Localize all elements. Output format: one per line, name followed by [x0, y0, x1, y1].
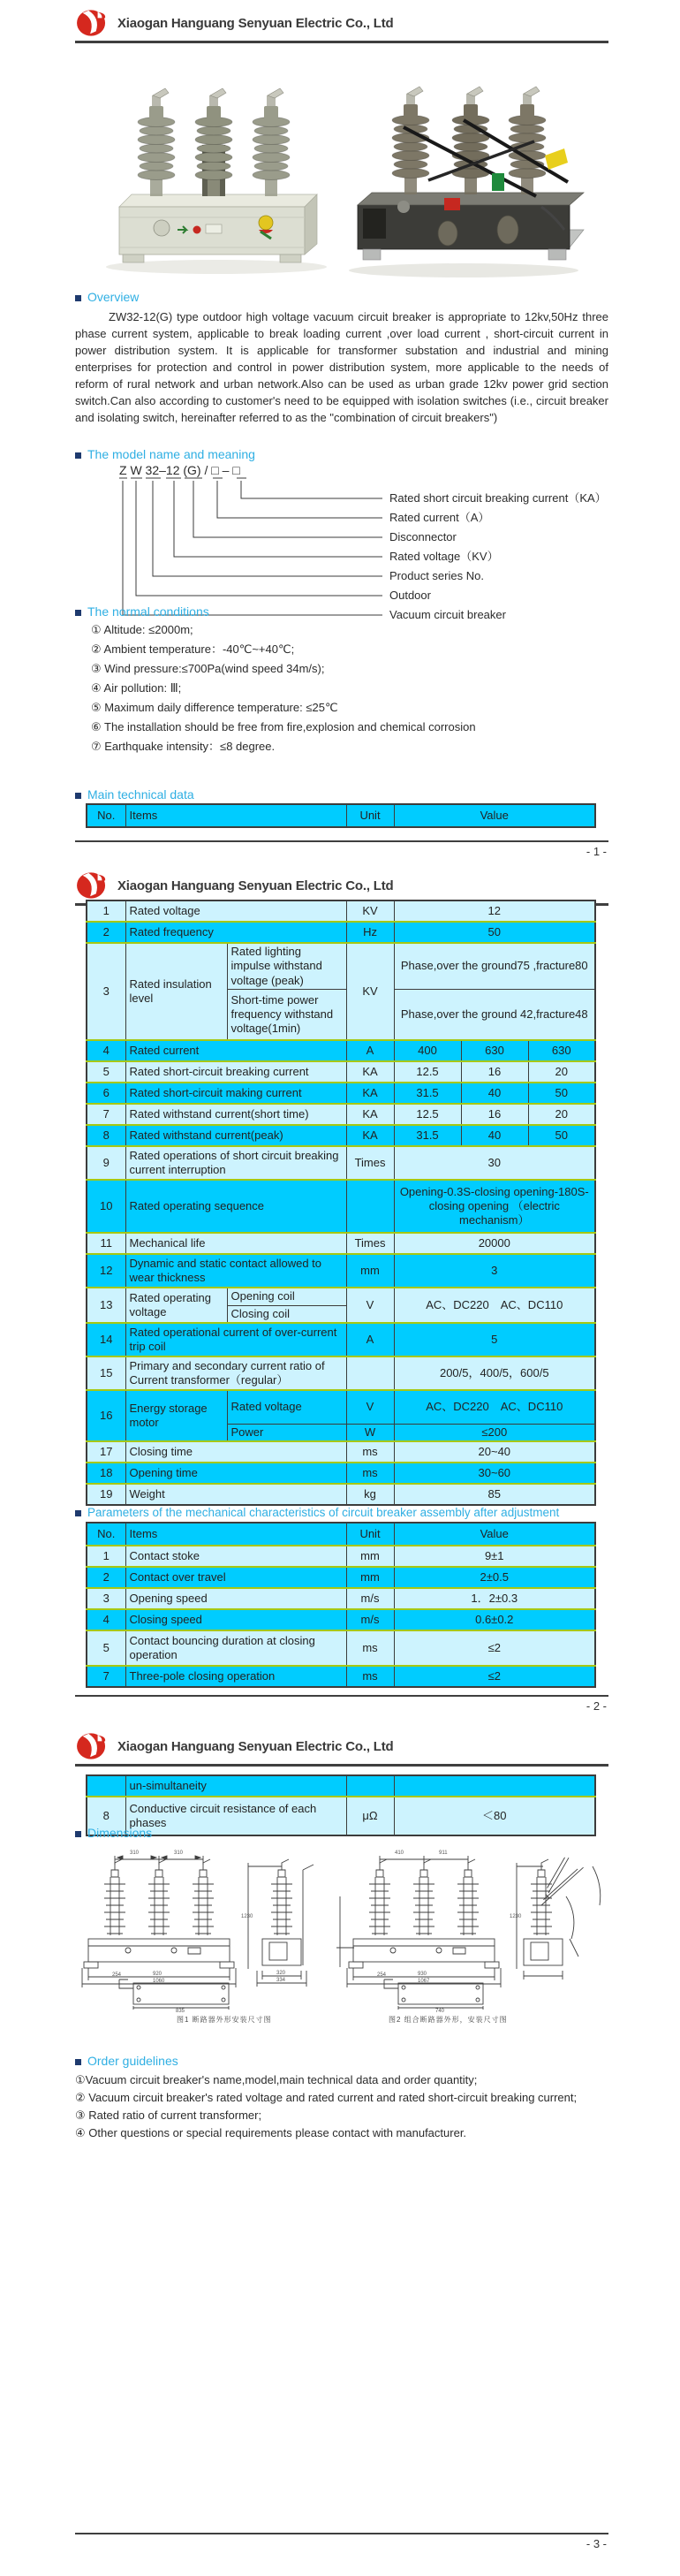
cell-item: Contact bouncing duration at closing operation — [125, 1630, 346, 1666]
cell-subitem: Closing coil — [227, 1305, 346, 1323]
cell-value: 40 — [461, 1125, 528, 1146]
main-table — [86, 900, 596, 1506]
cell-unit: Times — [346, 1233, 394, 1254]
cell-unit: Hz — [346, 922, 394, 943]
table-row — [87, 1146, 595, 1180]
table-row — [87, 943, 595, 989]
cell-value: 20 — [528, 1061, 595, 1083]
table-row — [87, 1254, 595, 1288]
cell-no: 11 — [87, 1233, 125, 1254]
mech-table — [86, 1522, 596, 1688]
cell-value: 12.5 — [394, 1104, 461, 1125]
cell-value: 9±1 — [394, 1546, 595, 1567]
cell-no: 17 — [87, 1441, 125, 1463]
cell-no: 10 — [87, 1180, 125, 1233]
cell-item: Weight — [125, 1484, 346, 1505]
cell-item: Primary and secondary current ratio of Current transformer（regular） — [125, 1356, 346, 1390]
fig1-side-view — [248, 1859, 314, 1987]
cell-no: 3 — [87, 1588, 125, 1609]
cell-unit: mm — [346, 1546, 394, 1567]
page-number: - 2 - — [586, 1699, 607, 1713]
model-heading — [75, 447, 255, 461]
cell-no: 7 — [87, 1666, 125, 1687]
cell-value: 5 — [394, 1323, 595, 1356]
model-code: Z W 32–12 (G) / □ – □ — [119, 463, 240, 477]
cell-item: Closing time — [125, 1441, 346, 1463]
cell-no: 9 — [87, 1146, 125, 1180]
square-bullet-icon — [75, 1831, 81, 1837]
page1-header — [75, 5, 608, 43]
model-label: Product series No. — [389, 569, 484, 582]
dim-label: 254 — [377, 1972, 387, 1978]
cell-no: 18 — [87, 1463, 125, 1484]
cell-unit: kg — [346, 1484, 394, 1505]
cell-no: 14 — [87, 1323, 125, 1356]
cell-unit: ms — [346, 1630, 394, 1666]
cell-value: 50 — [528, 1083, 595, 1104]
page1-footer — [75, 840, 608, 858]
overview-heading — [75, 290, 139, 304]
cell-value: 31.5 — [394, 1125, 461, 1146]
normal-conditions-title: The normal conditions — [87, 604, 209, 619]
cell-no: 7 — [87, 1104, 125, 1125]
cell-value: AC、DC220 AC、DC110 — [394, 1390, 595, 1424]
overview-paragraph: ZW32-12(G) type outdoor high voltage vacuum circuit breaker is appropriate to 12kv,50Hz three phase current system, applicable to break loading current ,over load current , short-circuit current in power distribution system. It is applicable for transformer substation and industrial and mining enterprises for protection and control in power distribution system, more applicable to the needs of reform of rural network and urban network.Also can be used as urban grade 12kv power grid section switch.Can also according to customer's need to be equipped with isolation switches (i.e., circuit breaker and isolating switch, hereinafter referred to as the "combination of circuit breakers") — [75, 310, 608, 424]
cell-no: 5 — [87, 1061, 125, 1083]
cell-value: 40 — [461, 1083, 528, 1104]
cell-value: 20 — [528, 1104, 595, 1125]
page3-footer — [75, 2533, 608, 2550]
cell-no: 2 — [87, 1567, 125, 1588]
dim-label: 835 — [176, 2009, 185, 2014]
cell-unit: KA — [346, 1061, 394, 1083]
cell-value: 630 — [528, 1040, 595, 1061]
table-row — [87, 1390, 595, 1424]
order-title: Order guidelines — [87, 2054, 178, 2068]
square-bullet-icon — [75, 452, 81, 459]
dimensions-heading — [75, 1826, 152, 1840]
cell-item: Contact stoke — [125, 1546, 346, 1567]
table-row — [87, 1083, 595, 1104]
header-value: Value — [394, 1523, 595, 1546]
cell-value: 1．2±0.3 — [394, 1588, 595, 1609]
list-item: ② Ambient temperature：-40℃~+40℃; — [91, 642, 295, 656]
table-row — [87, 1356, 595, 1390]
page2-footer — [75, 1695, 608, 1713]
header-no: No. — [87, 804, 125, 827]
cell-unit: Times — [346, 1146, 394, 1180]
cell-value: 630 — [461, 1040, 528, 1061]
dim-label: 911 — [439, 1850, 448, 1856]
dim-label: 1230 — [241, 1914, 253, 1919]
table-row — [87, 1463, 595, 1484]
overview-title: Overview — [87, 290, 140, 304]
company-name: Xiaogan Hanguang Senyuan Electric Co., Ltd — [117, 878, 394, 893]
cell-value: 2±0.5 — [394, 1567, 595, 1588]
cell-value: 16 — [461, 1061, 528, 1083]
cell-unit: ms — [346, 1463, 394, 1484]
cell-item: Rated insulation level — [125, 943, 227, 1040]
page-number: - 3 - — [586, 2537, 607, 2550]
cell-unit: ms — [346, 1441, 394, 1463]
cell-unit: mm — [346, 1567, 394, 1588]
cell-value: 30 — [394, 1146, 595, 1180]
cell-no: 5 — [87, 1630, 125, 1666]
cell-no: 12 — [87, 1254, 125, 1288]
dim-label: 254 — [112, 1972, 122, 1978]
cell-unit: W — [346, 1424, 394, 1441]
cell-item: Rated operating sequence — [125, 1180, 346, 1233]
cell-value: ≤200 — [394, 1424, 595, 1441]
cell-unit: KA — [346, 1083, 394, 1104]
cell-value: 85 — [394, 1484, 595, 1505]
table-row — [87, 1061, 595, 1083]
cell-value: ≤2 — [394, 1666, 595, 1687]
cell-no: 1 — [87, 900, 125, 922]
list-item: ③ Rated ratio of current transformer; — [75, 2109, 262, 2122]
square-bullet-icon — [75, 610, 81, 616]
breaker-photo-right — [349, 87, 584, 277]
table-row — [87, 1104, 595, 1125]
cell-value: 50 — [394, 922, 595, 943]
dim-label: 740 — [435, 2009, 445, 2014]
dim-label: 1067 — [418, 1979, 430, 1984]
list-item: ⑥ The installation should be free from fire,explosion and chemical corrosion — [91, 720, 476, 733]
header-value: Value — [394, 804, 595, 827]
figure1-caption: 图1 断路器外形安装尺寸图 — [177, 2016, 272, 2024]
header-items: Items — [125, 804, 346, 827]
breaker-photo-left — [106, 88, 327, 274]
table-row — [87, 1484, 595, 1505]
table-row — [87, 1441, 595, 1463]
cell-unit — [346, 1356, 394, 1390]
cell-item: Rated operations of short circuit breaking current interruption — [125, 1146, 346, 1180]
main-data-title: Main technical data — [87, 787, 194, 802]
dimension-drawings — [75, 1843, 605, 2013]
dimensions-title: Dimensions — [87, 1826, 153, 1840]
table-row — [87, 922, 595, 943]
table-header-row — [87, 1523, 595, 1546]
cell-no: 8 — [87, 1797, 125, 1835]
cell-unit: KA — [346, 1104, 394, 1125]
cell-no: 8 — [87, 1125, 125, 1146]
list-item: ④ Air pollution: Ⅲ; — [91, 681, 182, 695]
company-logo-icon — [75, 1732, 109, 1760]
dim-label: 1060 — [153, 1979, 165, 1984]
list-item: ⑤ Maximum daily difference temperature: ≤25℃ — [91, 701, 338, 714]
list-item: ⑦ Earthquake intensity：≤8 degree. — [91, 740, 276, 753]
model-label: Rated current（A） — [389, 511, 490, 524]
table-row — [87, 1546, 595, 1567]
list-item: ③ Wind pressure:≤700Pa(wind speed 34m/s); — [91, 662, 325, 675]
model-label: Rated short circuit breaking current（KA） — [389, 491, 607, 505]
fig1-front-view — [82, 1856, 236, 1987]
table-row — [87, 1040, 595, 1061]
company-logo-icon — [75, 9, 109, 37]
square-bullet-icon — [75, 1510, 81, 1516]
cell-value: 30~60 — [394, 1463, 595, 1484]
table-row — [87, 1775, 595, 1797]
cell-no: 6 — [87, 1083, 125, 1104]
normal-conditions-heading — [75, 604, 209, 619]
cell-unit: A — [346, 1323, 394, 1356]
cell-value: 16 — [461, 1104, 528, 1125]
table-row — [87, 1588, 595, 1609]
model-title: The model name and meaning — [87, 447, 255, 461]
normal-conditions-list — [91, 620, 612, 756]
cell-no: 19 — [87, 1484, 125, 1505]
cell-no: 15 — [87, 1356, 125, 1390]
cell-item: Mechanical life — [125, 1233, 346, 1254]
cell-item: Opening time — [125, 1463, 346, 1484]
figure2-caption: 图2 组合断路器外形，安装尺寸图 — [389, 2016, 508, 2024]
dim-label: 320 — [276, 1971, 286, 1976]
table-row — [87, 1233, 595, 1254]
cell-value — [394, 1775, 595, 1797]
main-data-heading — [75, 787, 194, 802]
cell-no — [87, 1775, 125, 1797]
cell-value: 12 — [394, 900, 595, 922]
cell-item: Rated frequency — [125, 922, 346, 943]
cell-unit: m/s — [346, 1609, 394, 1630]
dim-label: 930 — [418, 1972, 427, 1977]
company-name: Xiaogan Hanguang Senyuan Electric Co., Ltd — [117, 1738, 394, 1754]
main-table-header — [86, 803, 596, 828]
square-bullet-icon — [75, 793, 81, 799]
dim-label: 1230 — [510, 1914, 522, 1919]
company-logo-icon — [75, 871, 109, 900]
cell-value: 3 — [394, 1254, 595, 1288]
cell-subitem: Opening coil — [227, 1288, 346, 1305]
cell-unit — [346, 1180, 394, 1233]
list-item: ① Altitude: ≤2000m; — [91, 623, 193, 636]
header-no: No. — [87, 1523, 125, 1546]
table-row — [87, 1180, 595, 1233]
cell-unit: mm — [346, 1254, 394, 1288]
cell-item: Closing speed — [125, 1609, 346, 1630]
model-label: Vacuum circuit breaker — [389, 608, 506, 621]
table-row — [87, 1288, 595, 1305]
cell-subitem: Rated lighting impulse withstand voltage (peak) — [227, 943, 346, 989]
dim-label: 310 — [130, 1850, 140, 1856]
product-photo — [93, 74, 587, 285]
order-heading — [75, 2054, 178, 2068]
dim-label: 920 — [153, 1972, 162, 1977]
cell-no: 4 — [87, 1609, 125, 1630]
cell-item: Conductive circuit resistance of each phases — [125, 1797, 346, 1835]
cell-value: 12.5 — [394, 1061, 461, 1083]
list-item: ①Vacuum circuit breaker's name,model,main technical data and order quantity; — [75, 2073, 478, 2086]
cell-subitem: Rated voltage — [227, 1390, 346, 1424]
cell-item: Three-pole closing operation — [125, 1666, 346, 1687]
model-label: Rated voltage（KV） — [389, 550, 499, 563]
cell-value: 400 — [394, 1040, 461, 1061]
mech-heading — [75, 1506, 559, 1519]
cell-item: Rated short-circuit making current — [125, 1083, 346, 1104]
model-label: Disconnector — [389, 530, 457, 543]
header-items: Items — [125, 1523, 346, 1546]
model-label: Outdoor — [389, 589, 431, 602]
cell-unit: KV — [346, 943, 394, 1040]
page-number: - 1 - — [586, 845, 607, 858]
cell-no: 13 — [87, 1288, 125, 1323]
cell-unit: m/s — [346, 1588, 394, 1609]
cell-no: 2 — [87, 922, 125, 943]
cell-item: un-simultaneity — [125, 1775, 346, 1797]
cell-item: Opening speed — [125, 1588, 346, 1609]
cell-item: Contact over travel — [125, 1567, 346, 1588]
cell-value: 20000 — [394, 1233, 595, 1254]
cell-unit: V — [346, 1288, 394, 1323]
dim-label: 310 — [174, 1850, 184, 1856]
table-row — [87, 1567, 595, 1588]
mech-title: Parameters of the mechanical characteristics of circuit breaker assembly after adjustment — [87, 1506, 560, 1519]
table-row — [87, 900, 595, 922]
table-row — [87, 1323, 595, 1356]
cell-value: Opening-0.3S-closing opening-180S-closing opening （electric mechanism） — [394, 1180, 595, 1233]
table-row — [87, 1630, 595, 1666]
page3-header — [75, 1729, 608, 1767]
cell-value: 31.5 — [394, 1083, 461, 1104]
dim-label: 334 — [276, 1978, 286, 1983]
cell-value: Phase,over the ground75 ,fracture80 — [394, 943, 595, 989]
cell-value: 0.6±0.2 — [394, 1609, 595, 1630]
cell-value: 20~40 — [394, 1441, 595, 1463]
cell-item: Dynamic and static contact allowed to wear thickness — [125, 1254, 346, 1288]
cell-item: Rated operational current of over-current trip coil — [125, 1323, 346, 1356]
cell-unit — [346, 1775, 394, 1797]
cell-no: 16 — [87, 1390, 125, 1441]
square-bullet-icon — [75, 295, 81, 301]
cell-value: AC、DC220 AC、DC110 — [394, 1288, 595, 1323]
cell-unit: μΩ — [346, 1797, 394, 1835]
table-header-row — [87, 804, 595, 827]
table-row — [87, 1797, 595, 1835]
header-unit: Unit — [346, 804, 394, 827]
dim-label: 410 — [395, 1850, 404, 1856]
cell-unit: A — [346, 1040, 394, 1061]
cell-value: Phase,over the ground 42,fracture48 — [394, 989, 595, 1040]
cell-value: 50 — [528, 1125, 595, 1146]
cell-value: ≤2 — [394, 1630, 595, 1666]
list-item: ② Vacuum circuit breaker's rated voltage and rated current and rated short-circuit breaking current; — [75, 2091, 578, 2104]
table-row — [87, 1609, 595, 1630]
cell-unit: V — [346, 1390, 394, 1424]
square-bullet-icon — [75, 2059, 81, 2065]
cell-item: Rated withstand current(peak) — [125, 1125, 346, 1146]
cell-unit: KA — [346, 1125, 394, 1146]
fig2-front-view — [336, 1856, 501, 1987]
company-name: Xiaogan Hanguang Senyuan Electric Co., Ltd — [117, 15, 394, 31]
cell-unit: ms — [346, 1666, 394, 1687]
order-list — [75, 2071, 612, 2142]
cell-item: Rated withstand current(short time) — [125, 1104, 346, 1125]
cell-unit: KV — [346, 900, 394, 922]
list-item: ④ Other questions or special requirements please contact with manufacturer. — [75, 2126, 467, 2139]
cell-item: Rated short-circuit breaking current — [125, 1061, 346, 1083]
header-unit: Unit — [346, 1523, 394, 1546]
table-row — [87, 1125, 595, 1146]
cell-value: ＜80 — [394, 1797, 595, 1835]
cell-item: Rated current — [125, 1040, 346, 1061]
cell-no: 4 — [87, 1040, 125, 1061]
fig2-side-view — [517, 1856, 601, 1979]
cell-value: 200/5，400/5，600/5 — [394, 1356, 595, 1390]
table-row — [87, 1666, 595, 1687]
cell-item: Energy storage motor — [125, 1390, 227, 1441]
mech-table-continued — [86, 1774, 596, 1836]
model-meaning-diagram — [75, 463, 605, 624]
cell-no: 1 — [87, 1546, 125, 1567]
cell-subitem: Short-time power frequency withstand voltage(1min) — [227, 989, 346, 1040]
cell-item: Rated voltage — [125, 900, 346, 922]
cell-no: 3 — [87, 943, 125, 1040]
cell-item: Rated operating voltage — [125, 1288, 227, 1323]
cell-subitem: Power — [227, 1424, 346, 1441]
